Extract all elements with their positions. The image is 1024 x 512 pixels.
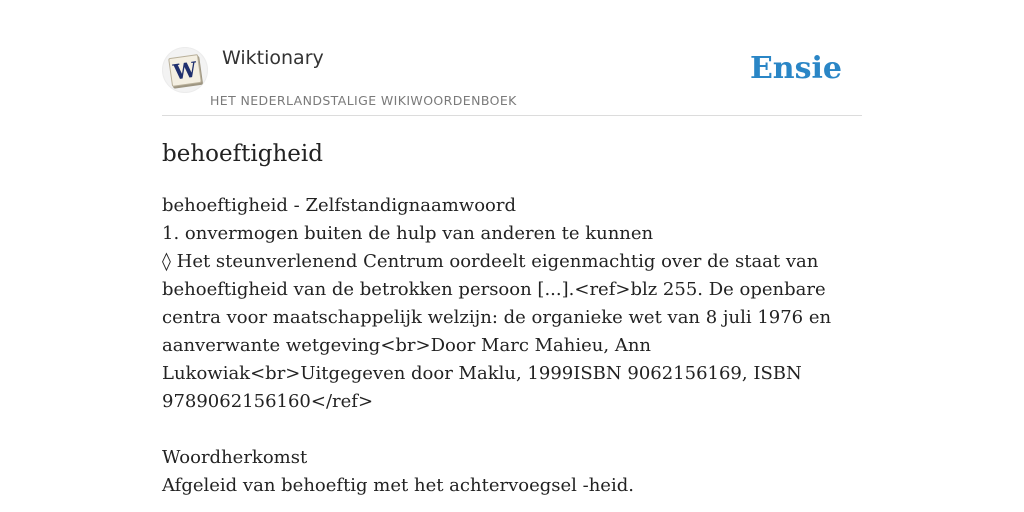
entry-content: [162, 192, 862, 500]
logo-letter: W: [171, 56, 199, 85]
page-title: behoeftigheid: [162, 141, 323, 167]
usage-example: ◊ Het steunverlenend Centrum oordeelt eigenmachtig over de staat van behoeftigheid van de betrokken persoon [...].<ref>blz 255. De openbare centra voor maatschappelijk welzijn: de organieke wet van 8 juli 1976 en aanverwante wetgeving<br>Door Marc Mahieu, Ann Lukowiak<br>Uitgegeven door Maklu, 1999ISBN 9062156169, ISBN 9789062156160</ref>: [162, 251, 832, 412]
site-tagline: HET NEDERLANDSTALIGE WIKIWOORDENBOEK: [210, 93, 517, 108]
etymology-heading: Woordherkomst: [162, 447, 308, 468]
definition: 1. onvermogen buiten de hulp van anderen te kunnen: [162, 223, 654, 244]
site-name[interactable]: Wiktionary: [222, 47, 324, 69]
spacer: [162, 416, 862, 444]
etymology-text: Afgeleid van behoeftig met het achtervoegsel -heid.: [162, 475, 634, 496]
wiktionary-logo[interactable]: [162, 47, 208, 93]
part-of-speech-line: behoeftigheid - Zelfstandignaamwoord: [162, 195, 516, 216]
entry-card: [162, 0, 862, 512]
ensie-brand-logo[interactable]: Ensie: [749, 51, 842, 86]
puzzle-tile-icon: [168, 54, 202, 87]
header-divider: [162, 115, 862, 116]
